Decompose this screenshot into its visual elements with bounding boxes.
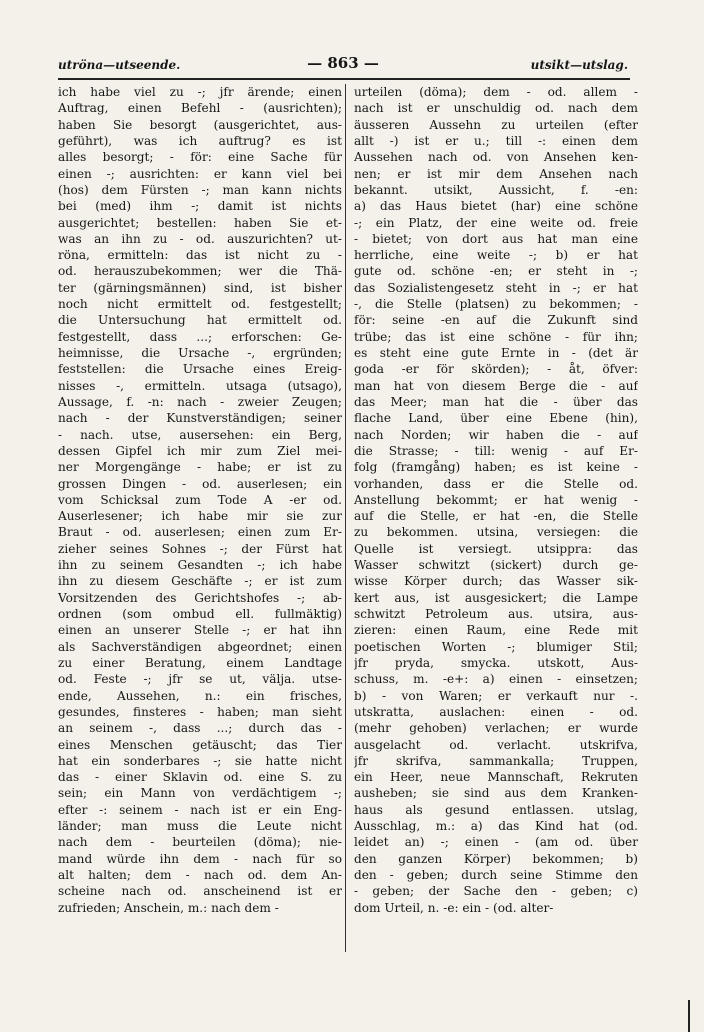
text-line: Auftrag, einen Befehl - (ausrichten); — [58, 101, 342, 116]
text-line: den - geben; durch seine Stimme den — [354, 868, 638, 882]
text-line: nach - der Kunstverständigen; seiner — [58, 411, 342, 426]
column-divider — [345, 84, 346, 952]
text-line: zu bekommen. utsina, versiegen: die — [354, 525, 638, 540]
page-header — [58, 54, 628, 78]
text-line: nach ist er unschuldig od. nach dem — [354, 101, 638, 116]
text-line: Vorsitzenden des Gerichtshofes -; ab- — [58, 590, 342, 605]
text-line: äusseren Aussehn zu urteilen (efter — [354, 117, 638, 132]
text-line: zieher seines Sohnes -; der Fürst hat — [58, 541, 342, 556]
text-line: ordnen (som ombud ell. fullmäktig) — [58, 607, 342, 621]
text-line: bei (med) ihm -; damit ist nichts — [58, 199, 342, 214]
text-line: hat ein sonderbares -; sie hatte nicht — [58, 753, 342, 768]
text-line: (hos) dem Fürsten -; man kann nichts — [58, 182, 342, 197]
text-line: utskratta, auslachen: einen - od. — [354, 704, 638, 719]
text-line: bekannt. utsikt, Aussicht, f. -en: — [354, 182, 638, 197]
text-line: nisses -, ermitteln. utsaga (utsago), — [58, 378, 342, 393]
text-line: kert aus, ist ausgesickert; die Lampe — [354, 590, 638, 605]
text-line: b) - von Waren; er verkauft nur -. — [354, 688, 638, 703]
text-line: zu einer Beratung, einem Landtage — [58, 655, 342, 670]
header-rule — [58, 78, 630, 80]
text-line: ausgerichtet; bestellen: haben Sie et- — [58, 215, 342, 230]
text-line: eines Menschen getäuscht; das Tier — [58, 737, 342, 752]
text-line: es steht eine gute Ernte in - (det är — [354, 346, 638, 360]
text-line: schuss, m. -e+: a) einen - einsetzen; — [354, 672, 638, 687]
text-line: einen -; ausrichten: er kann viel bei — [58, 166, 342, 181]
text-line: Aussehen nach od. von Ansehen ken- — [354, 150, 638, 165]
text-line: - geben; der Sache den - geben; c) — [354, 884, 638, 899]
text-line: folg (framgång) haben; es ist keine - — [354, 460, 638, 475]
text-line: den ganzen Körper) bekommen; b) — [354, 851, 638, 866]
text-line: heimnisse, die Ursache -, ergründen; — [58, 346, 342, 360]
text-line: ich habe viel zu -; jfr ärende; einen — [58, 85, 342, 99]
text-line: die Strasse; - till: wenig - auf Er- — [354, 443, 638, 458]
text-line: alles besorgt; - för: eine Sache für — [58, 150, 342, 165]
text-line: herrliche, eine weite -; b) er hat — [354, 248, 638, 263]
text-line: ner Morgengänge - habe; er ist zu — [58, 460, 342, 475]
text-line: vom Schicksal zum Tode A -er od. — [58, 492, 342, 507]
text-line: noch nicht ermittelt od. festgestellt; — [58, 297, 342, 312]
text-line: efter -: seinem - nach ist er ein Eng- — [58, 802, 342, 817]
text-line: zufrieden; Anschein, m.: nach dem - — [58, 900, 279, 915]
text-line: schwitzt Petroleum aus. utsira, aus- — [354, 607, 638, 621]
text-line: das Sozialistengesetz steht in -; er hat — [354, 280, 638, 295]
text-line: trübe; das ist eine schöne - für ihn; — [354, 329, 638, 344]
text-line: ter (gärningsmännen) sind, ist bisher — [58, 280, 342, 295]
text-line: od. herauszubekommen; wer die Thä- — [58, 264, 342, 279]
text-line: geführt), was ich auftrug? es ist — [58, 133, 342, 148]
text-line: gute od. schöne -en; er steht in -; — [354, 264, 638, 279]
text-line: ausheben; sie sind aus dem Kranken- — [354, 786, 638, 801]
right-column — [354, 84, 638, 916]
text-line: för: seine -en auf die Zukunft sind — [354, 313, 638, 328]
text-line: Wasser schwitzt (sickert) durch ge- — [354, 558, 638, 573]
text-line: haus als gesund entlassen. utslag, — [354, 802, 638, 817]
text-line: flache Land, über eine Ebene (hin), — [354, 411, 638, 426]
text-line: poetischen Worten -; blumiger Stil; — [354, 639, 638, 654]
left-column — [58, 84, 342, 916]
text-line: nen; er ist mir dem Ansehen nach — [354, 166, 638, 181]
text-line: urteilen (döma); dem - od. allem - — [354, 85, 638, 99]
text-line: allt -) ist er u.; till -: einen dem — [354, 133, 638, 148]
text-line: auf die Stelle, er hat -en, die Stelle — [354, 509, 638, 524]
text-line: dessen Gipfel ich mir zum Ziel mei- — [58, 443, 342, 458]
text-line: Ausschlag, m.: a) das Kind hat (od. — [354, 819, 638, 834]
text-line: od. Feste -; jfr se ut, välja. utse- — [58, 672, 342, 687]
page-number: — 863 — — [307, 54, 379, 72]
text-line: länder; man muss die Leute nicht — [58, 819, 342, 834]
text-line: die Untersuchung hat ermittelt od. — [58, 313, 342, 328]
text-line: ein Heer, neue Mannschaft, Rekruten — [354, 770, 638, 785]
text-line: man hat von diesem Berge die - auf — [354, 378, 638, 393]
text-line: dom Urteil, n. -e: ein - (od. alter- — [354, 900, 554, 915]
text-line: - nach. utse, ausersehen: ein Berg, — [58, 427, 342, 442]
header-left-catchword: utröna—utseende. — [58, 58, 181, 72]
text-line: Braut - od. auserlesen; einen zum Er- — [58, 525, 342, 540]
header-right-catchword: utsikt—utslag. — [530, 58, 628, 72]
text-line: röna, ermitteln: das ist nicht zu - — [58, 248, 342, 263]
text-line: was an ihn zu - od. auszurichten? ut- — [58, 231, 342, 246]
text-line: feststellen: die Ursache eines Ereig- — [58, 362, 342, 377]
text-line: sein; ein Mann von verdächtigem -; — [58, 786, 342, 801]
margin-mark — [688, 1000, 690, 1032]
text-line: ausgelacht od. verlacht. utskrifva, — [354, 737, 638, 752]
text-line: Auserlesener; ich habe mir sie zur — [58, 509, 342, 524]
text-line: scheine nach od. anscheinend ist er — [58, 884, 342, 899]
text-line: mand würde ihn dem - nach für so — [58, 851, 342, 866]
text-line: - bietet; von dort aus hat man eine — [354, 231, 638, 246]
text-line: ende, Aussehen, n.: ein frisches, — [58, 688, 342, 703]
text-line: nach Norden; wir haben die - auf — [354, 427, 638, 442]
text-line: Aussage, f. -n: nach - zweier Zeugen; — [58, 394, 342, 409]
text-line: jfr skrifva, sammankalla; Truppen, — [354, 753, 638, 768]
text-line: grossen Dingen - od. auserlesen; ein — [58, 476, 342, 491]
text-line: nach dem - beurteilen (döma); nie- — [58, 835, 342, 850]
text-line: zieren: einen Raum, eine Rede mit — [354, 623, 638, 638]
text-line: wisse Körper durch; das Wasser sik- — [354, 574, 638, 589]
text-line: (mehr gehoben) verlachen; er wurde — [354, 721, 638, 736]
text-line: a) das Haus bietet (har) eine schöne — [354, 199, 638, 214]
text-line: -, die Stelle (platsen) zu bekommen; - — [354, 297, 638, 312]
text-line: -; ein Platz, der eine weite od. freie — [354, 215, 638, 230]
text-line: an seinem -, dass ...; durch das - — [58, 721, 342, 736]
text-line: haben Sie besorgt (ausgerichtet, aus- — [58, 117, 342, 132]
text-line: ihn zu seinem Gesandten -; ich habe — [58, 558, 342, 573]
text-line: Anstellung bekommt; er hat wenig - — [354, 492, 638, 507]
text-line: einen an unserer Stelle -; er hat ihn — [58, 623, 342, 638]
text-line: leidet an) -; einen - (am od. über — [354, 835, 638, 850]
text-line: festgestellt, dass ...; erforschen: Ge- — [58, 329, 342, 344]
text-line: vorhanden, dass er die Stelle od. — [354, 476, 638, 491]
text-line: alt halten; dem - nach od. dem An- — [58, 868, 342, 882]
text-line: das Meer; man hat die - über das — [354, 394, 638, 409]
text-line: als Sachverständigen abgeordnet; einen — [58, 639, 342, 654]
text-line: ihn zu diesem Geschäfte -; er ist zum — [58, 574, 342, 589]
text-line: goda -er för skörden); - åt, öfver: — [354, 362, 638, 377]
text-line: Quelle ist versiegt. utsippra: das — [354, 541, 638, 556]
text-line: gesundes, finsteres - haben; man sieht — [58, 704, 342, 719]
text-line: jfr pryda, smycka. utskott, Aus- — [354, 655, 638, 670]
text-line: das - einer Sklavin od. eine S. zu — [58, 770, 342, 785]
